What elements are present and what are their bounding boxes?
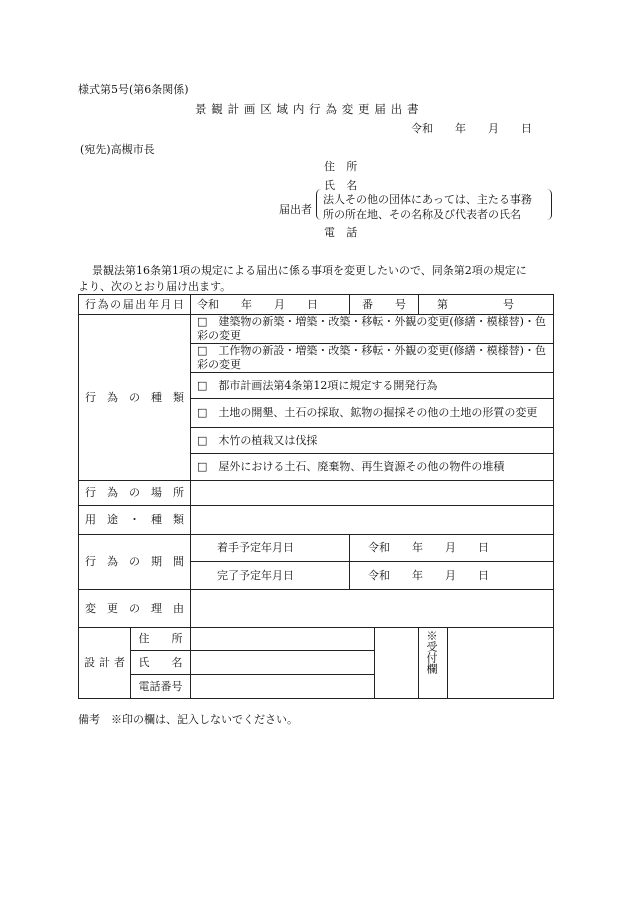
- act-type-label: 行 為 の 種 類: [79, 315, 191, 481]
- designer-address-input[interactable]: [191, 628, 375, 651]
- addressee: (宛先)高槻市長: [80, 143, 155, 156]
- reception-label: ※受付欄: [425, 630, 438, 674]
- end-date-label: 完了予定年月日: [191, 562, 350, 590]
- applicant-phone-label: 電 話: [324, 226, 362, 239]
- notification-table: [78, 294, 554, 699]
- designer-phone-label: 電話番号: [131, 675, 191, 699]
- reception-cell: [419, 628, 448, 699]
- reason-label: 変 更 の 理 由: [79, 590, 191, 628]
- submission-date: 令和 年 月 日: [411, 122, 532, 135]
- act-type-option-building[interactable]: □ 建築物の新築・増築・改築・移転・外観の変更(修繕・模様替)・色彩の変更: [191, 315, 554, 344]
- use-input[interactable]: [191, 506, 554, 535]
- designer-address-label: 住 所: [131, 628, 191, 651]
- act-type-option-storage[interactable]: □ 屋外における土石、廃棄物、再生資源その他の物件の堆積: [191, 454, 554, 481]
- corp-note-line1: 法人その他の団体にあっては、主たる事務: [323, 193, 532, 206]
- designer-address-row: [79, 628, 554, 651]
- use-label: 用 途 ・ 種 類: [79, 506, 191, 535]
- designer-phone-input[interactable]: [191, 675, 375, 699]
- notify-date-label: 行為の届出年月日: [79, 295, 191, 315]
- designer-label: 設計者: [79, 628, 131, 699]
- start-date-value[interactable]: 令和 年 月 日: [350, 535, 554, 562]
- form-number: 様式第5号(第6条関係): [78, 83, 189, 96]
- end-date-value[interactable]: 令和 年 月 日: [350, 562, 554, 590]
- period-start-row: [79, 535, 554, 562]
- place-input[interactable]: [191, 481, 554, 506]
- act-type-option-land[interactable]: □ 土地の開墾、土石の採取、鉱物の掘採その他の土地の形質の変更: [191, 399, 554, 428]
- designer-spacer: [375, 628, 419, 699]
- form-title: 景 観 計 画 区 域 内 行 為 変 更 届 出 書: [195, 102, 420, 116]
- corp-note-line2: 所の所在地、その名称及び代表者の氏名: [323, 208, 521, 221]
- place-row: [79, 481, 554, 506]
- number-label: 番 号: [350, 295, 419, 315]
- designer-name-input[interactable]: [191, 651, 375, 675]
- notify-date-row: [79, 295, 554, 315]
- period-label: 行 為 の 期 間: [79, 535, 191, 590]
- act-type-option-trees[interactable]: □ 木竹の植栽又は伐採: [191, 428, 554, 454]
- applicant-name-label: 氏 名: [324, 179, 362, 192]
- act-type-option-structure[interactable]: □ 工作物の新設・増築・改築・移転・外観の変更(修繕・模様替)・色彩の変更: [191, 344, 554, 373]
- act-type-option-development[interactable]: □ 都市計画法第4条第12項に規定する開発行為: [191, 373, 554, 399]
- use-row: [79, 506, 554, 535]
- intro-line1: 景観法第16条第1項の規定による届出に係る事項を変更したいので、同条第2項の規定に: [92, 264, 527, 277]
- reason-input[interactable]: [191, 590, 554, 628]
- start-date-label: 着手予定年月日: [191, 535, 350, 562]
- corp-note-bracket: [316, 189, 552, 220]
- notify-date-value[interactable]: 令和 年 月 日: [191, 295, 350, 315]
- footnote: 備考 ※印の欄は、記入しないでください。: [78, 713, 298, 726]
- intro-line2: より、次のとおり届け出ます。: [78, 280, 232, 293]
- reason-row: [79, 590, 554, 628]
- designer-name-label: 氏 名: [131, 651, 191, 675]
- act-type-row: [79, 315, 554, 344]
- number-value[interactable]: 第 号: [419, 295, 554, 315]
- notifier-label: 届出者: [279, 203, 312, 216]
- reception-area: [448, 628, 554, 699]
- applicant-address-label: 住 所: [324, 160, 362, 173]
- place-label: 行 為 の 場 所: [79, 481, 191, 506]
